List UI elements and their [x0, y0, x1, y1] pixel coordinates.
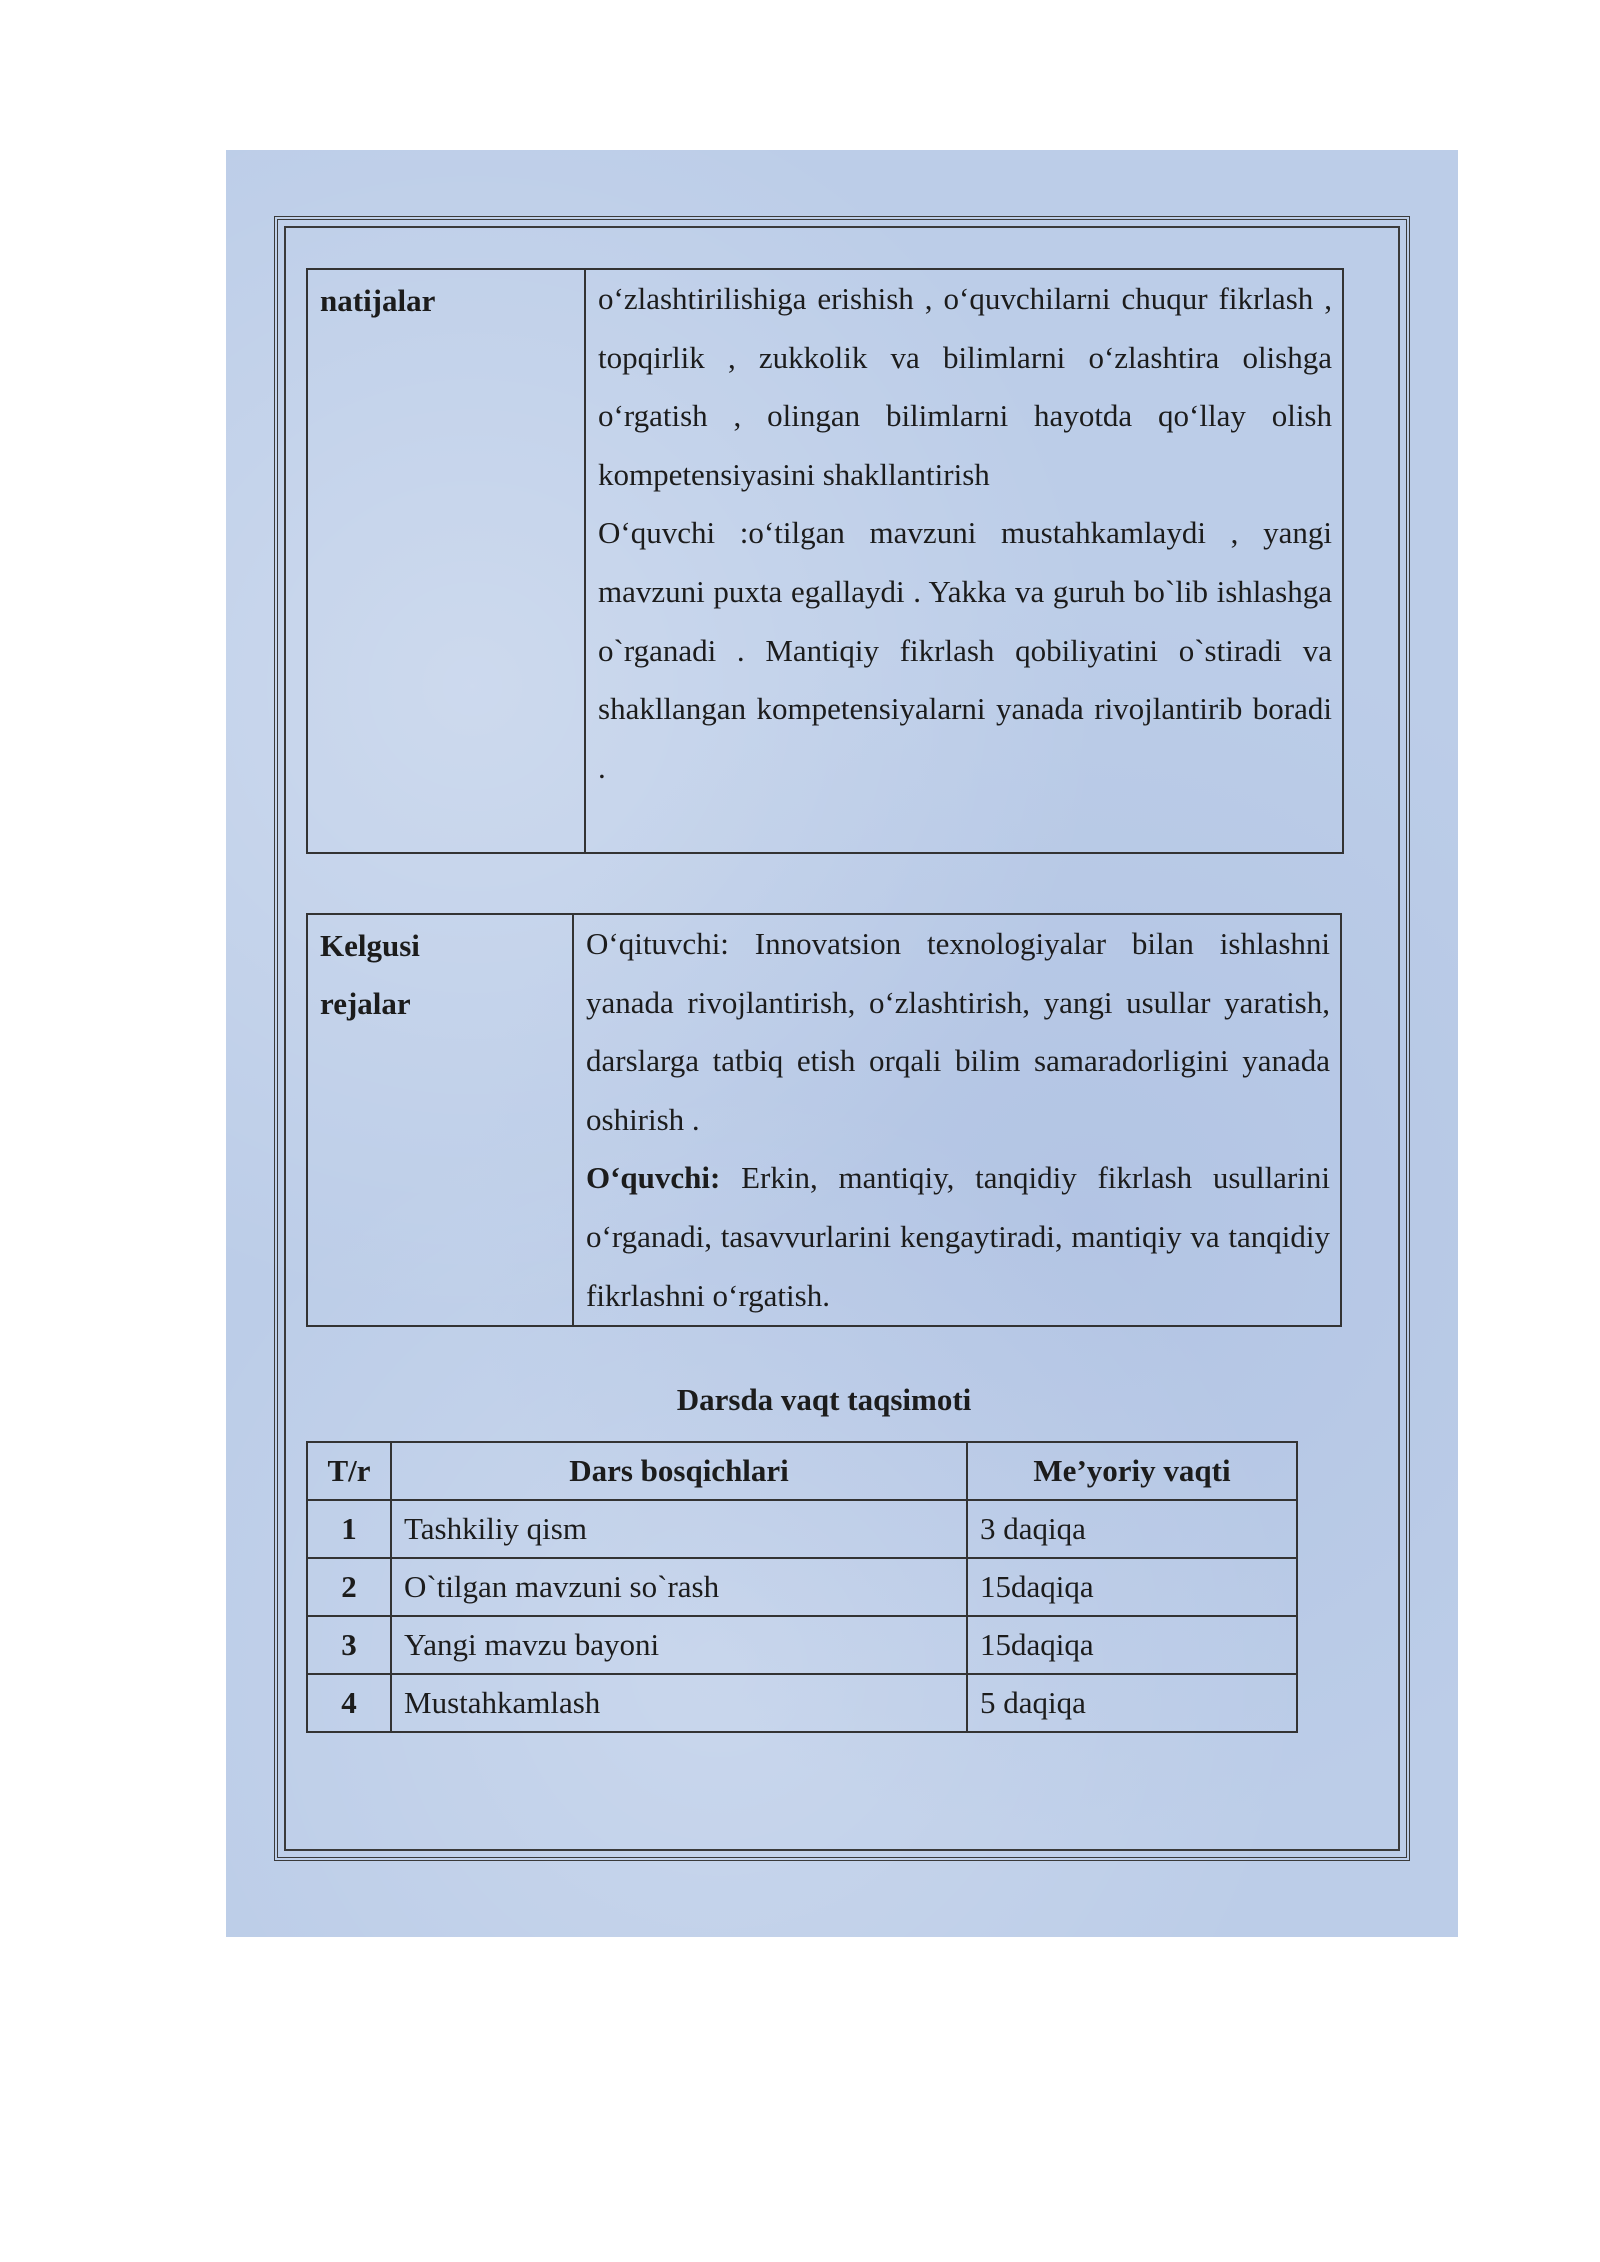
teacher-plan-text: O‘qituvchi: Innovatsion texnologiyalar bilan ishlashni yanada rivojlantirish, o‘zlashtirish, yangi usullar yaratish, darslarga tatbiq etish orqali bilim samaradorligini yanada oshirish . — [586, 926, 1330, 1137]
row-stage: O`tilgan mavzuni so`rash — [391, 1558, 967, 1616]
plans-table — [306, 913, 1342, 1327]
row-number: 2 — [307, 1558, 391, 1616]
row-time: 5 daqiqa — [967, 1674, 1297, 1732]
plans-row — [307, 914, 1341, 1326]
row-stage: Mustahkamlash — [391, 1674, 967, 1732]
table-row — [307, 1674, 1297, 1732]
header-time: Me’yoriy vaqti — [967, 1442, 1297, 1500]
table-row — [307, 1558, 1297, 1616]
student-plan-text: Erkin, mantiqiy, tanqidiy fikrlash usullarini o‘rganadi, tasavvurlarini kengaytiradi, mantiqiy va tanqidiy fikrlashni o‘rgatish. — [586, 1160, 1330, 1313]
results-table — [306, 268, 1344, 854]
row-stage: Tashkiliy qism — [391, 1500, 967, 1558]
plans-label-line-2: rejalar — [320, 986, 411, 1021]
student-plan-label: O‘quvchi: — [586, 1160, 721, 1196]
student-plan — [586, 1149, 1330, 1325]
results-label: natijalar — [307, 269, 585, 853]
schedule-table — [306, 1441, 1298, 1733]
plans-label-line-1: Kelgusi — [320, 928, 420, 963]
table-row — [307, 1616, 1297, 1674]
schedule-title: Darsda vaqt taqsimoti — [676, 1382, 972, 1417]
results-row — [307, 269, 1343, 853]
row-number: 4 — [307, 1674, 391, 1732]
row-time: 3 daqiqa — [967, 1500, 1297, 1558]
header-number: T/r — [307, 1442, 391, 1500]
results-paragraph-1: o‘zlashtirilishiga erishish , o‘quvchilarni chuqur fikrlash , topqirlik , zukkolik va bilimlarni o‘zlashtira olishga o‘rgatish , olingan bilimlarni hayotda qo‘llay olish kompetensiyasini shakllantirish — [598, 281, 1332, 492]
row-number: 3 — [307, 1616, 391, 1674]
plans-label — [307, 914, 573, 1326]
plans-content — [573, 914, 1341, 1326]
schedule-header-row — [307, 1442, 1297, 1500]
row-time: 15daqiqa — [967, 1558, 1297, 1616]
row-time: 15daqiqa — [967, 1616, 1297, 1674]
row-stage: Yangi mavzu bayoni — [391, 1616, 967, 1674]
table-row — [307, 1500, 1297, 1558]
results-content — [585, 269, 1343, 853]
row-number: 1 — [307, 1500, 391, 1558]
results-paragraph-2: O‘quvchi :o‘tilgan mavzuni mustahkamlaydi , yangi mavzuni puxta egallaydi . Yakka va guruh bo`lib ishlashga o`rganadi . Mantiqiy fikrlash qobiliyatini o`stiradi va shakllangan kompetensiyalarni yanada rivojlantirib boradi . — [598, 515, 1332, 785]
header-stage: Dars bosqichlari — [391, 1442, 967, 1500]
